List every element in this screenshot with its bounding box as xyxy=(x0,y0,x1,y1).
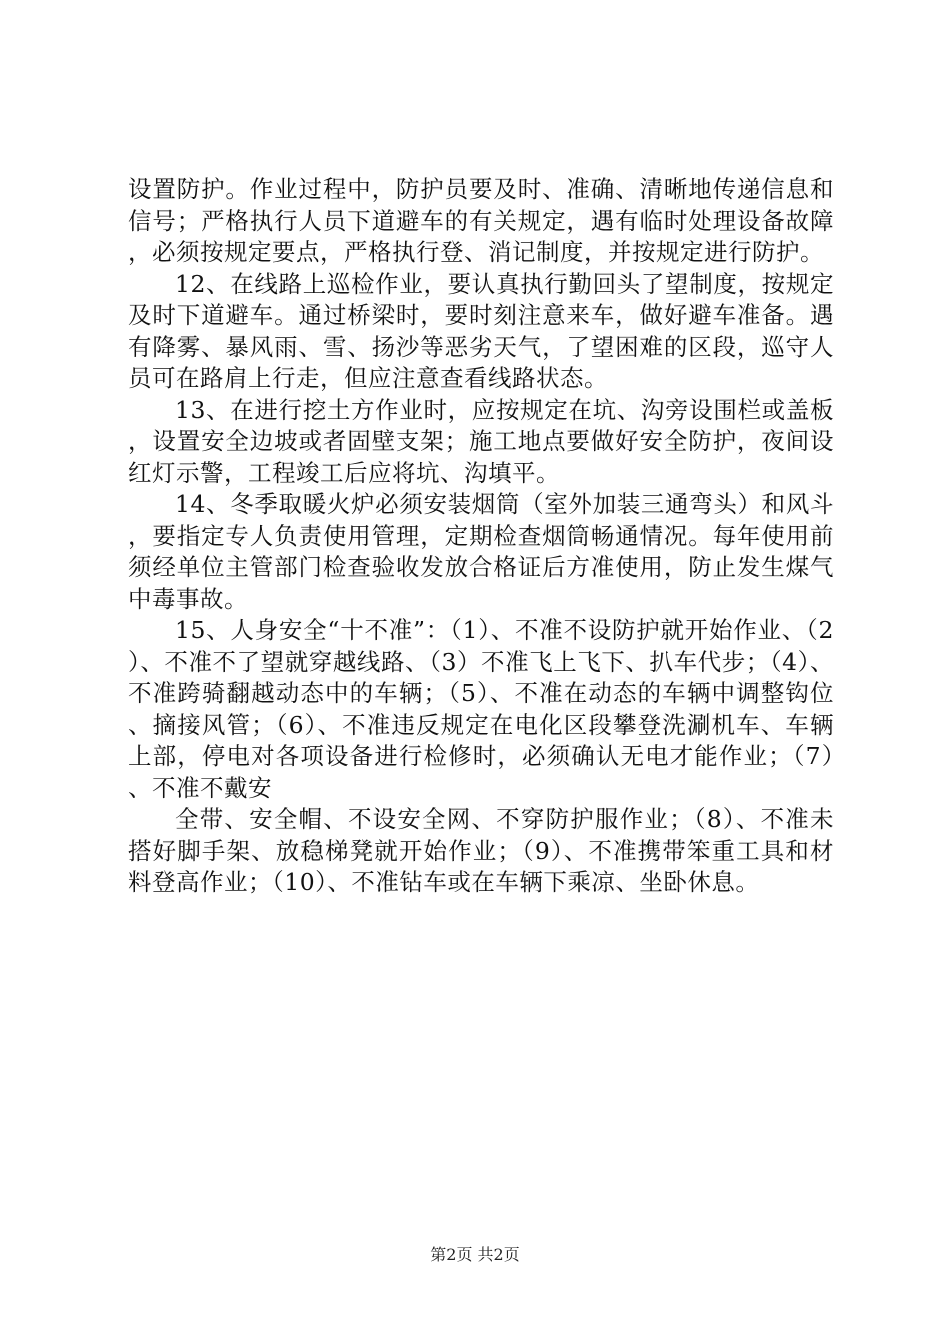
paragraph-6: 全带、安全帽、不设安全网、不穿防护服作业；（8）、不准未搭好脚手架、放稳梯凳就开始作业；（9）、不准携带笨重工具和材料登高作业；（10）、不准钻车或在车辆下乘凉、坐卧休息。 xyxy=(128,805,834,896)
paragraph-2: 12、在线路上巡检作业，要认真执行勤回头了望制度，按规定及时下道避车。通过桥梁时，要时刻注意来车，做好避车准备。遇有降雾、暴风雨、雪、扬沙等恶劣天气，了望困难的区段，巡守人员可在路肩上行走，但应注意查看线路状态。 xyxy=(128,269,834,392)
document-body xyxy=(128,174,834,899)
paragraph-1: 设置防护。作业过程中，防护员要及时、准确、清晰地传递信息和信号；严格执行人员下道避车的有关规定，遇有临时处理设备故障，必须按规定要点，严格执行登、消记制度，并按规定进行防护。 xyxy=(128,175,834,266)
paragraph-4: 14、冬季取暖火炉必须安装烟筒（室外加装三通弯头）和风斗，要指定专人负责使用管理，定期检查烟筒畅通情况。每年使用前须经单位主管部门检查验收发放合格证后方准使用，防止发生煤气中毒事故。 xyxy=(128,490,834,613)
paragraph-5: 15、人身安全“十不准”：（1）、不准不设防护就开始作业、（2）、不准不了望就穿越线路、（3）不准飞上飞下、扒车代步；（4）、不准跨骑翻越动态中的车辆；（5）、不准在动态的车辆中调整钩位、摘接风管；（6）、不准违反规定在电化区段攀登洗涮机车、车辆上部，停电对各项设备进行检修时，必须确认无电才能作业；（7）、不准不戴安 xyxy=(128,616,834,802)
paragraph-3: 13、在进行挖土方作业时，应按规定在坑、沟旁设围栏或盖板，设置安全边坡或者固壁支架；施工地点要做好安全防护，夜间设红灯示警，工程竣工后应将坑、沟填平。 xyxy=(128,395,834,487)
page-number-footer: 第2页 共2页 xyxy=(430,1245,520,1264)
